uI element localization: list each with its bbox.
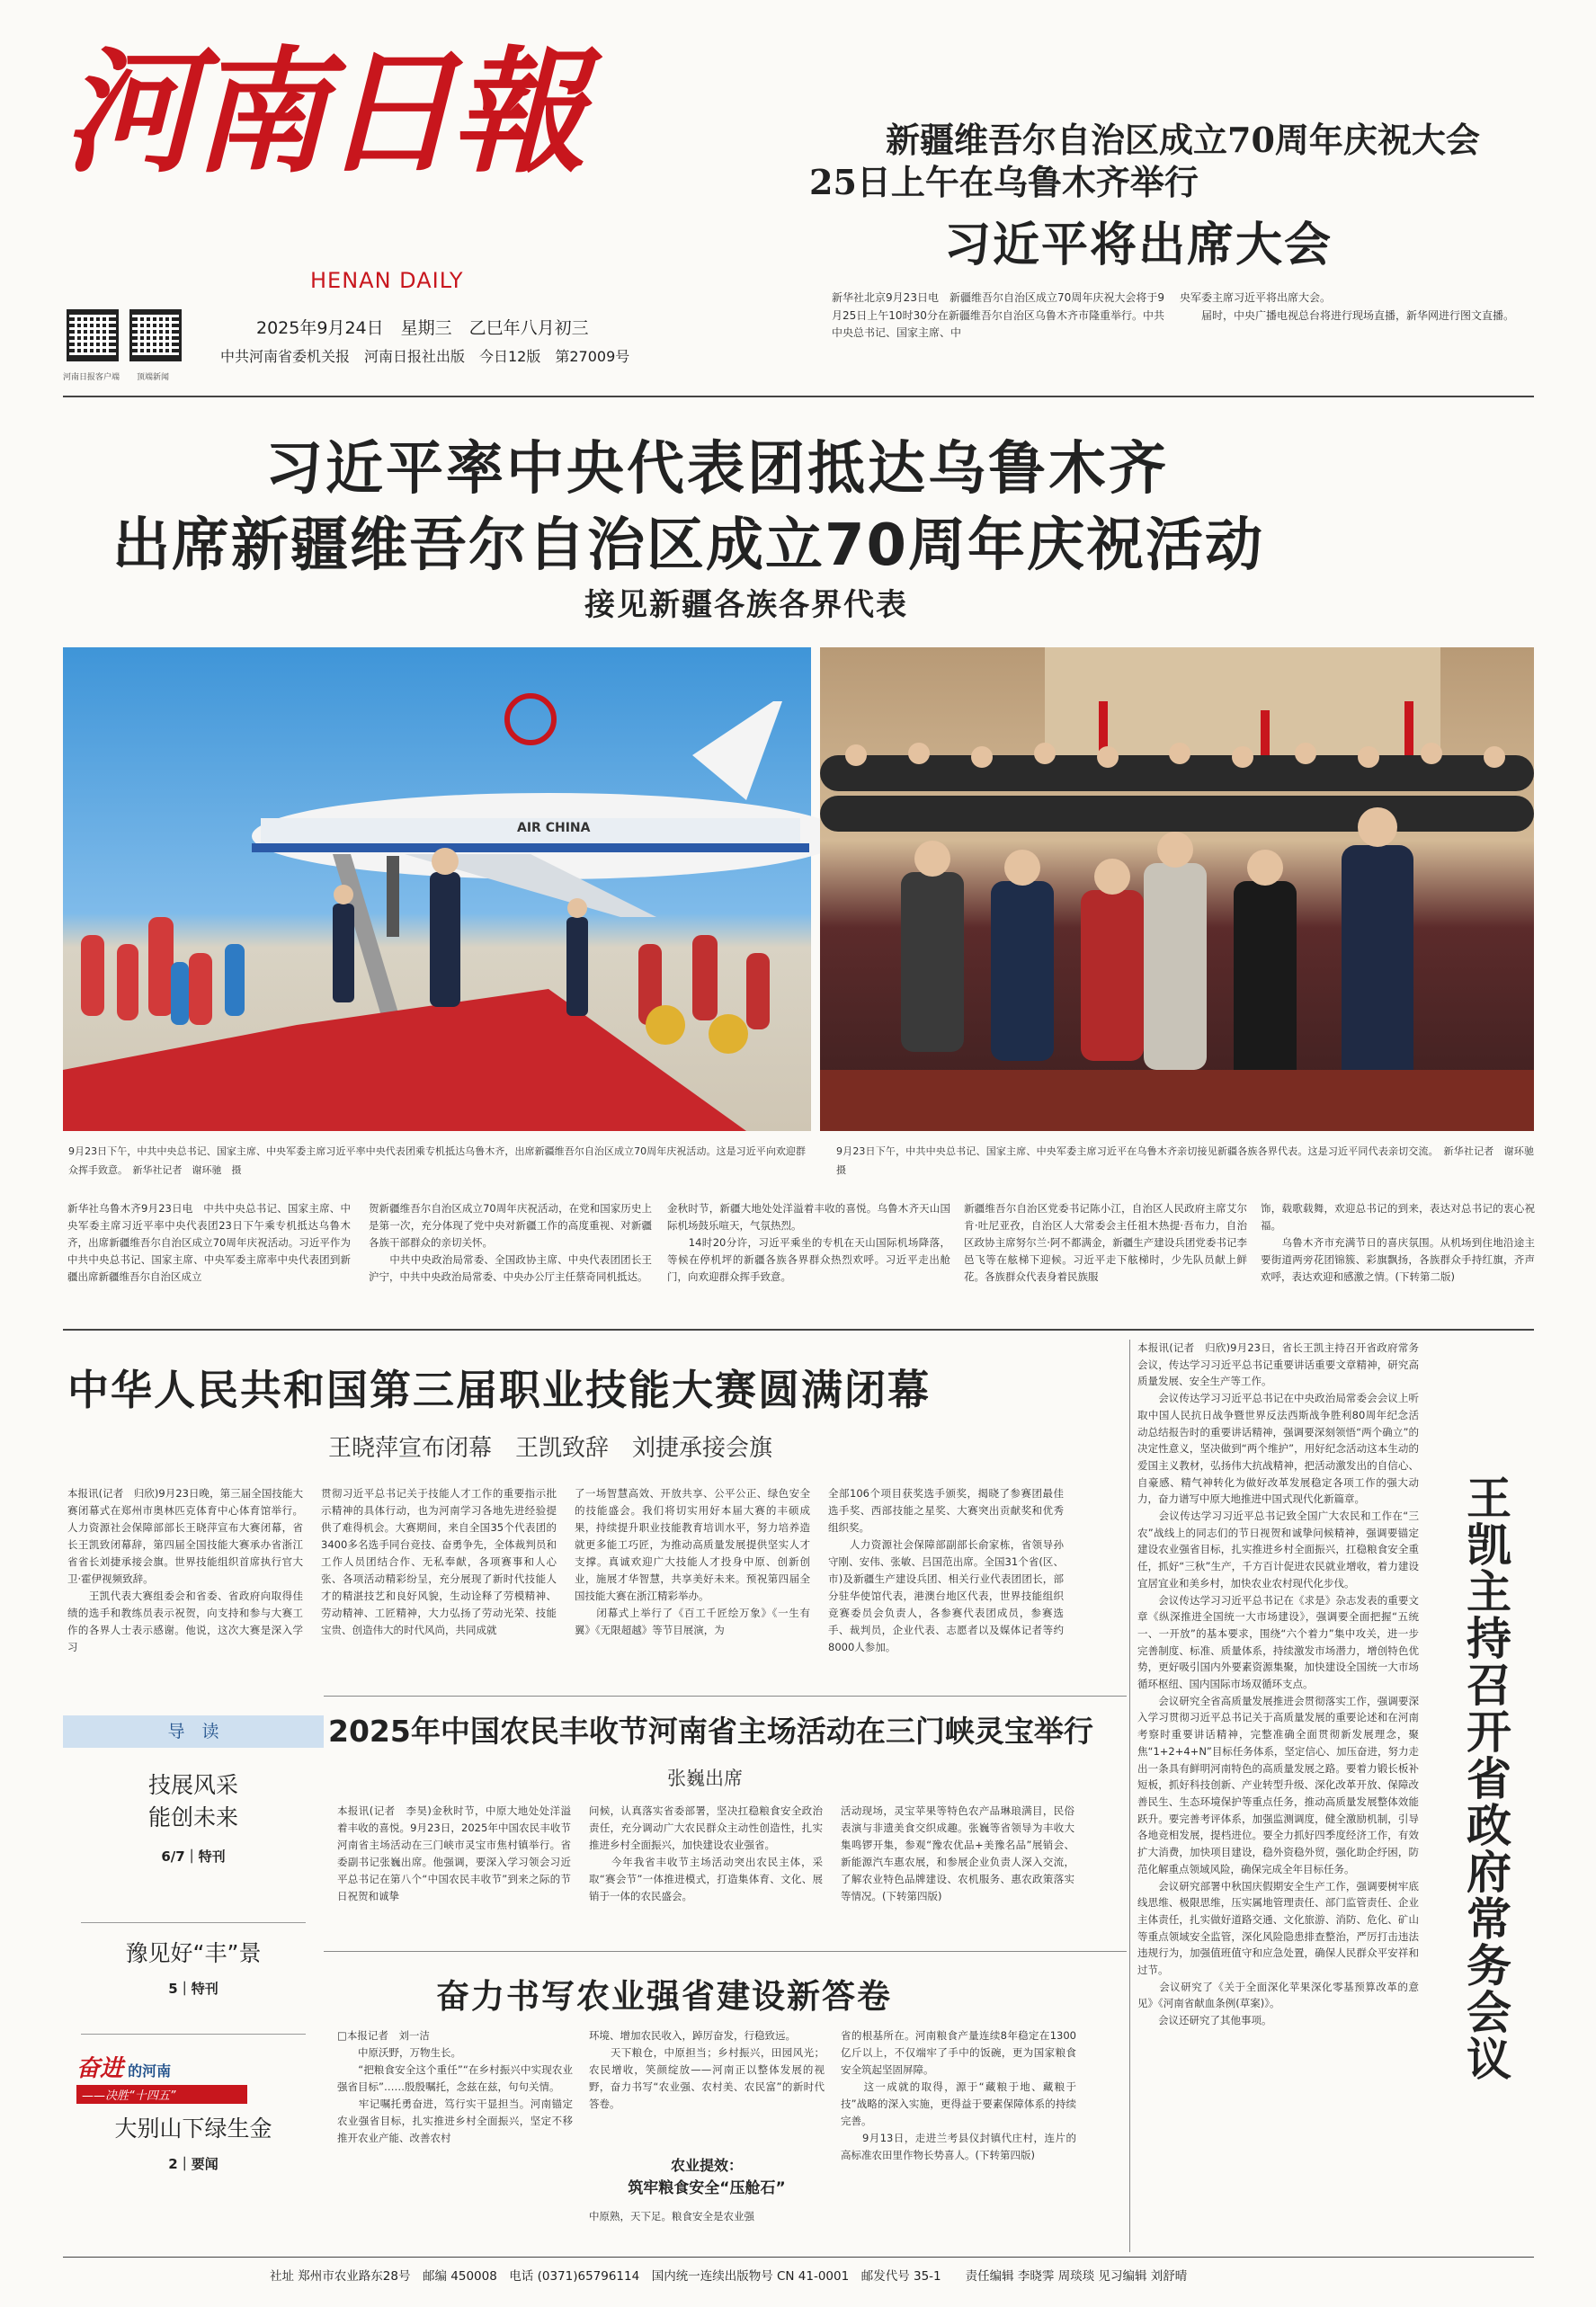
skills-subtitle: 王晓萍宣布闭幕 王凯致辞 刘捷承接会旗 [328, 1435, 773, 1462]
top-story-headline: 习近平将出席大会 [944, 218, 1333, 272]
photo-meeting-caption: 9月23日下午，中共中央总书记、国家主席、中央军委主席习近平在乌鲁木齐亲切接见新疆各族各界代表。这是习近平同代表亲切交流。 新华社记者 谢环驰 摄 [836, 1145, 1544, 1176]
qr-code-dingduan[interactable] [129, 309, 182, 361]
wangkai-body: 本报讯(记者 归欣)9月23日，省长王凯主持召开省政府常务会议，传达学习习近平总书记重要讲话重要文章精神，研究高质量发展、安全生产等工作。 会议传达学习习近平总书记在中央政治局常委会会议上听取中国人民抗日战争暨世界反法西斯战争胜利80周年纪念活动总结报告时的重要讲话精神，强调要深刻领悟“两个确立”的决定性意义，坚决做到“两个维护”，用好纪念活动这本生动的爱国主义教材，弘扬伟大抗战精神，把活动激发出的自信心、自豪感、精气神转化为做好改革发展稳定各项工作的强大动力，奋力谱写中原大地推进中国式现代化新篇章。 会议传达学习习近平总书记致全国广大农民和工作在“三农”战线上的同志们的节日视贺和诚挚问候精神，强调要锚定建设农业强省目标，扎实推进乡村全面振兴，扛稳粮食安全重任，抓好“三秋”生产，千方百计促进农民就业增收，着力建设宜居宜业和美乡村，加快农业农村现代化步伐。 会议传达学习习近平总书记在《求是》杂志发表的重要文章《纵深推进全国统一大市场建设》，强调要全面把握“五统一、一开放”的基本要求，围绕“六个着力”集中攻关，进一步完善制度、标准、质量体系，持续激发市场潜力，增创特色优势，更好吸引国内外要素资源集聚，加快建设全国统一大市场循环枢纽、国内国际市场双循环支点。 会议研究全省高质量发展推进会贯彻落实工作，强调要深入学习贯彻习近平总书记关于高质量发展的重要论述和在河南考察时重要讲话精神，完整准确全面贯彻新发展理念，聚焦“1+2+4+N”目标任务体系，坚定信心、加压奋进，努力走出一条具有鲜明河南特色的高质量发展之路。要着力锻长板补短板，抓好科技创新、产业转型升级、深化改革开放、保障改善民生、生态环境保护等重点任务，推动高质量发展整体效能跃升。要完善考评体系，加强监测调度，健全激励机制，引导各地竞相发展，提档进位。要全力抓好四季度经济工作，有效扩大消费，加快项目建设，稳外资稳外贸，强化助企纾困，防范化解重点领域风险，确保完成全年目标任务。 会议研究部署中秋国庆假期安全生产工作，强调要树牢底线思维、极限思维，压实属地管理责任、部门监管责任、企业主体责任，扎实做好道路交通、文化旅游、消防、危化、矿山等重点领域安全监管，深化风险隐患排查整治，严厉打击违法违规行为，加强值班值守和应急处置，确保人民群众平安祥和过节。 会议研究了《关于全面深化苹果深化零基预算改革的意见》《河南省献血条例(草案)》。 会议还研究了其他事项。 [1137, 1341, 1419, 2027]
footer-rule [63, 2257, 1534, 2258]
skills-body-col4: 全部106个项目获奖选手颁奖，揭晓了参赛团最佳选手奖、西部技能之星奖、大赛突出贡献奖和优秀组织奖。 人力资源社会保障部副部长俞家栋，省领导孙守刚、安伟、张敏、吕国范出席。全国31个省(区、市)及新疆生产建设兵团、相关行业代表团团长，部分驻华使馆代表，港澳台地区代表，世界技能组织竞赛委员会负责人，各参赛代表团成员，参赛选手、裁判员，企业代表、志愿者以及媒体记者等约8000人参加。 [828, 1487, 1064, 1653]
agri-subhead-line1: 农业提效： [670, 2157, 743, 2174]
footer-text: 社址 郑州市农业路东28号 邮编 450008 电话 (0371)65796114 国内统一连续出版物号 CN 41-0001 邮发代号 35-1 责任编辑 李晓霁 周琰琰 见习编辑 刘舒晴 [270, 2269, 1188, 2284]
lead-body-col4: 新疆维吾尔自治区党委书记陈小江，自治区人民政府主席艾尔肯·吐尼亚孜，自治区人大常委会主任祖木热提·吾布力，自治区政协主席努尔兰·阿不都满金，新疆生产建设兵团党委书记李邑飞等在舷梯下迎候。习近平走下舷梯时，少先队员献上鲜花。各族群众代表身着民族服 [964, 1202, 1247, 1283]
lead-body-col1: 新华社乌鲁木齐9月23日电 中共中央总书记、国家主席、中央军委主席习近平率中央代表团23日下午乘专机抵达乌鲁木齐，出席新疆维吾尔自治区成立70周年庆祝活动。习近平作为中共中央总书记、国家主席、中央军委主席率中央代表团到新疆出席新疆维吾尔自治区成立 [67, 1202, 351, 1283]
daodu-item-harvest[interactable] [63, 1937, 324, 1998]
publisher-line: 中共河南省委机关报 河南日报社出版 今日12版 第27009号 [220, 348, 630, 365]
logo-henan-text: 的河南 [128, 2062, 172, 2080]
daodu-item-skills-page: 6/7｜特刊 [161, 1848, 226, 1865]
daodu-item-harvest-page: 5｜特刊 [168, 1981, 218, 1997]
daodu-divider-1 [81, 1922, 306, 1923]
photo-airport-arrival [63, 647, 811, 1131]
lead-body-col5: 饰，载歌载舞，欢迎总书记的到来，表达对总书记的衷心祝福。 乌鲁木齐市充满节日的喜庆氛围。从机场到住地沿途主要街道两旁花团锦簇、彩旗飘扬，各族群众手持红旗，齐声欢呼，表达欢迎和感激之情。(下转第二版) [1261, 1202, 1535, 1283]
masthead-divider [63, 396, 1534, 397]
daodu-item-dabieshan-page: 2｜要闻 [168, 2156, 218, 2172]
photo-airport-caption: 9月23日下午，中共中央总书记、国家主席、中央军委主席习近平率中央代表团乘专机抵达乌鲁木齐，出席新疆维吾尔自治区成立70周年庆祝活动。这是习近平向欢迎群众挥手致意。 新华社记者 谢环驰 摄 [68, 1145, 806, 1176]
top-story-line2: 25日上午在乌鲁木齐举行 [809, 162, 1199, 202]
lead-title-line1: 习近平率中央代表团抵达乌鲁木齐 [265, 436, 1169, 503]
lead-title-line2: 出席新疆维吾尔自治区成立70周年庆祝活动 [112, 512, 1265, 579]
daodu-header-label: 导 读 [167, 1722, 219, 1741]
qr-label-dingduan: 顶端新闻 [137, 373, 170, 382]
wangkai-title: 王凯主持召开省政府常务会议 [1459, 1474, 1511, 2082]
skills-body-col3: 了一场智慧高效、开放共享、公平公正、绿色安全的技能盛会。我们将切实用好本届大赛的丰硕成果，持续提升职业技能教育培训水平，努力培养造就更多能工巧匠，为推动高质量发展提供坚实人才支撑。真诚欢迎广大技能人才投身中原、创新创业，施展才华智慧，共享美好未来。预祝第四届全国技能大赛在浙江精彩举办。 闭幕式上举行了《百工千匠绘万象》《一生有翼》《无限超越》等节目展演，为 [575, 1487, 810, 1636]
harvest-subtitle: 张巍出席 [667, 1768, 743, 1789]
masthead-subtitle-en: HENAN DAILY [310, 268, 464, 293]
harvest-title: 2025年中国农民丰收节河南省主场活动在三门峡灵宝举行 [328, 1714, 1093, 1749]
photo-meeting-representatives [820, 647, 1534, 1131]
harvest-top-rule [324, 1696, 1127, 1697]
masthead-title: 河南日報 [63, 33, 582, 192]
daodu-logo-fenjin [76, 2050, 274, 2103]
lead-subtitle: 接见新疆各族各界代表 [584, 587, 908, 623]
lead-divider [63, 1329, 1534, 1331]
aircraft-livery-text: AIR CHINA [517, 821, 591, 835]
harvest-body-col2: 问候，认真落实省委部署，坚决扛稳粮食安全政治责任，充分调动广大农民群众主动性创造性，扎实推进乡村全面振兴，加快建设农业强省。 今年我省丰收节主场活动突出农民主体，采取“赛会节”一体推进模式，打造集体育、文化、展销于一体的农民盛会。 [589, 1804, 823, 1902]
harvest-body-col1: 本报讯(记者 李昊)金秋时节，中原大地处处洋溢着丰收的喜悦。9月23日，2025年中国农民丰收节河南省主场活动在三门峡市灵宝市焦村镇举行。省委副书记张巍出席。他强调，要深入学习领会习近平总书记在第八个“中国农民丰收节”到来之际的节日祝贺和诚挚 [337, 1804, 571, 1902]
agri-body-col3: 省的根基所在。河南粮食产量连续8年稳定在1300亿斤以上，不仅端牢了手中的饭碗，更为国家粮食安全筑起坚固屏障。 这一成就的取得，源于“藏粮于地、藏粮于技”战略的深入实施，更得益于要素保障体系的持续完善。 9月13日，走进兰考县仪封镇代庄村，连片的高标准农田里作物长势喜人。(下转第四版) [841, 2029, 1076, 2161]
qr-code-app[interactable] [67, 309, 119, 361]
daodu-item-harvest-title: 豫见好“丰”景 [125, 1940, 262, 1966]
right-column-divider [1129, 1340, 1130, 2252]
qr-label-app: 河南日报客户端 [63, 373, 120, 382]
skills-body-col2: 贯彻习近平总书记关于技能人才工作的重要指示批示精神的具体行动，也为河南学习各地先进经验提供了难得机会。大赛期间，来自全国35个代表团的3400多名选手同台竞技、奋勇争先，全体裁判员和工作人员团结合作、无私奉献，各项赛事和人心张、各项活动精彩纷呈，充分展现了新时代技能人才的精湛技艺和良好风貌，生动诠释了劳模精神、劳动精神、工匠精神，大力弘扬了劳动光荣、技能宝贵、创造伟大的时代风尚，共同成就 [321, 1487, 557, 1636]
lead-body-col3: 金秋时节，新疆大地处处洋溢着丰收的喜悦。乌鲁木齐天山国际机场鼓乐喧天，气氛热烈。 14时20分许，习近平乘坐的专机在天山国际机场降落，等候在停机坪的新疆各族各界群众热烈欢呼。习近平走出舱门，向欢迎群众挥手致意。 [667, 1202, 950, 1283]
logo-banner: ——决胜“十四五” [76, 2085, 247, 2104]
skills-title: 中华人民共和国第三届职业技能大赛圆满闭幕 [67, 1366, 931, 1414]
daodu-item-dabieshan-title: 大别山下绿生金 [114, 2115, 272, 2142]
meeting-scene [820, 647, 1534, 1131]
agri-top-rule [324, 1951, 1127, 1952]
daodu-item-dabieshan[interactable] [63, 2113, 324, 2173]
skills-body-col1: 本报讯(记者 归欣)9月23日晚，第三届全国技能大赛闭幕式在郑州市奥林匹克体育中心体育馆举行。人力资源社会保障部部长王晓萍宣布大赛闭幕，省长王凯致闭幕辞，第四届全国技能大赛承办省浙江省省长刘捷承接会旗。世界技能组织首席执行官大卫·霍伊视频致辞。 王凯代表大赛组委会和省委、省政府向取得佳绩的选手和教练员表示祝贺，向支持和参与大赛工作的各界人士表示感谢。他说，这次大赛是深入学习 [67, 1487, 303, 1653]
top-story-body-col2: 央军委主席习近平将出席大会。 届时，中央广播电视总台将进行现场直播，新华网进行图文直播。 [1180, 291, 1515, 322]
daodu-item-skills-title: 技展风采 能创未来 [147, 1772, 238, 1830]
top-story-body-col1: 新华社北京9月23日电 新疆维吾尔自治区成立70周年庆祝大会将于9月25日上午10时30分在新疆维吾尔自治区乌鲁木齐市隆重举行。中共中央总书记、国家主席、中 [832, 291, 1164, 339]
daodu-divider-2 [81, 2034, 306, 2035]
agri-body-col2: 环境、增加农民收入，踔厉奋发，行稳致远。 天下粮仓，中原担当；乡村振兴，田园风光；农民增收，笑颜绽放——河南正以整体发展的视野，奋力书写“农业强、农村美、农民富”的新时代答卷。 [589, 2029, 825, 2110]
agri-body-col1: □本报记者 刘一洁 中原沃野，万物生长。 “把粮食安全这个重任”“在乡村振兴中实现农业强省目标”……殷殷嘱托，念兹在兹，句句关情。 牢记嘱托勇奋进，笃行实干显担当。河南锚定农业强省目标，扎实推进乡村全面振兴，坚定不移推开农业产能、改善农村 [337, 2029, 573, 2144]
airport-scene [63, 647, 811, 1131]
harvest-body-col3: 活动现场，灵宝苹果等特色农产品琳琅满目，民俗表演与非遗美食交织成趣。张巍等省领导为丰收大集鸣锣开集，参观“豫农优品+美豫名品”展销会、新能源汽车惠农展，和参展企业负责人深入交流，了解农业特色品牌建设、农机服务、惠农政策落实等情况。(下转第四版) [841, 1804, 1074, 1902]
logo-fenjin-text: 奋进 [76, 2055, 124, 2082]
agri-body-col2b: 中原熟，天下足。粮食安全是农业强 [589, 2210, 754, 2222]
agri-subhead-line2: 筑牢粮食安全“压舱石” [628, 2179, 786, 2197]
agri-title: 奋力书写农业强省建设新答卷 [436, 1977, 892, 2016]
top-story-line1: 新疆维吾尔自治区成立70周年庆祝大会 [886, 120, 1480, 160]
daodu-item-skills[interactable] [63, 1769, 324, 1866]
date-line: 2025年9月24日 星期三 乙巳年八月初三 [256, 318, 589, 338]
agri-subhead [589, 2154, 825, 2197]
daodu-header [63, 1715, 324, 1748]
lead-body-col2: 贺新疆维吾尔自治区成立70周年庆祝活动，在党和国家历史上是第一次，充分体现了党中央对新疆工作的高度重视、对新疆各族干部群众的亲切关怀。 中共中央政治局常委、全国政协主席、中央代表团团长王沪宁，中共中央政治局常委、中央办公厅主任蔡奇同机抵达。 [369, 1202, 652, 1283]
